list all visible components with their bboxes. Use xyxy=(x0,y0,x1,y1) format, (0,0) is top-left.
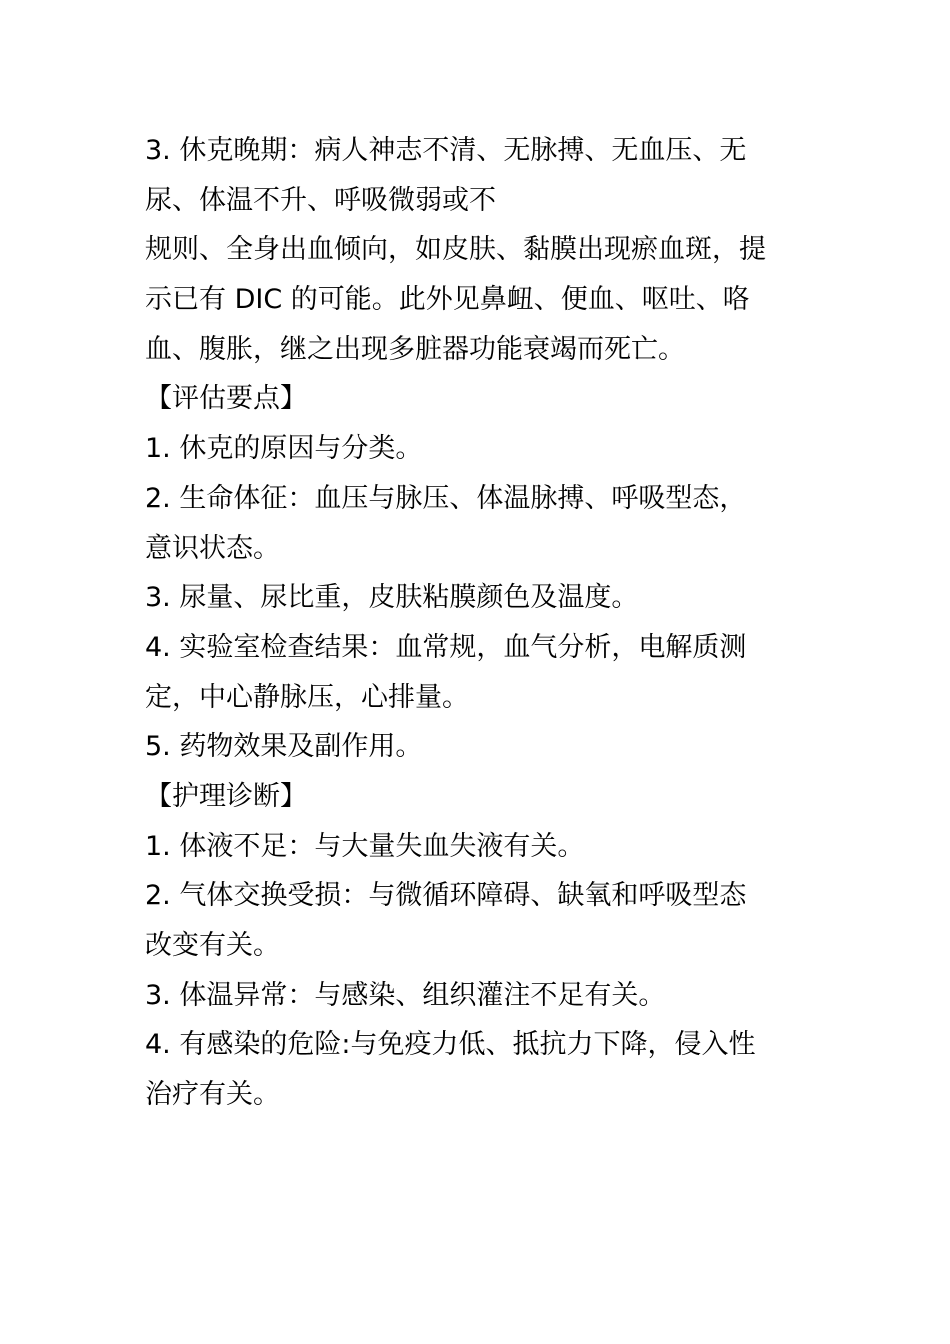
text-line: 3. 尿量、尿比重，皮肤粘膜颜色及温度。 xyxy=(145,582,639,614)
text-line: 意识状态。 xyxy=(145,532,280,564)
text-line: 示已有 DIC 的可能。此外见鼻衄、便血、呕吐、咯 xyxy=(145,284,750,316)
text-line: 3. 休克晚期：病人神志不清、无脉搏、无血压、无 xyxy=(145,135,747,166)
text-line: 2. 生命体征：血压与脉压、体温脉搏、呼吸型态， xyxy=(145,482,747,514)
text-line: 规则、全身出血倾向，如皮肤、黏膜出现瘀血斑，提 xyxy=(145,234,766,266)
text-line: 治疗有关。 xyxy=(145,1079,280,1111)
text-line: 2. 气体交换受损：与微循环障碍、缺氧和呼吸型态 xyxy=(145,880,747,912)
text-line: 3. 体温异常：与感染、组织灌注不足有关。 xyxy=(145,979,666,1011)
section-heading: 【护理诊断】 xyxy=(145,780,307,812)
text-line: 尿、体温不升、呼吸微弱或不 xyxy=(145,184,496,216)
text-line: 4. 实验室检查结果：血常规，血气分析，电解质测 xyxy=(145,631,747,663)
text-line: 定，中心静脉压，心排量。 xyxy=(145,681,469,713)
text-line: 改变有关。 xyxy=(145,930,280,961)
text-line: 1. 体液不足：与大量失血失液有关。 xyxy=(145,830,585,862)
text-line: 1. 休克的原因与分类。 xyxy=(145,433,423,465)
text-line: 血、腹胀，继之出现多脏器功能衰竭而死亡。 xyxy=(145,333,685,365)
section-heading: 【评估要点】 xyxy=(145,383,307,415)
document-page xyxy=(145,126,815,1120)
text-line: 4. 有感染的危险:与免疫力低、抵抗力下降，侵入性 xyxy=(145,1029,756,1061)
text-line: 5. 药物效果及副作用。 xyxy=(145,731,423,763)
